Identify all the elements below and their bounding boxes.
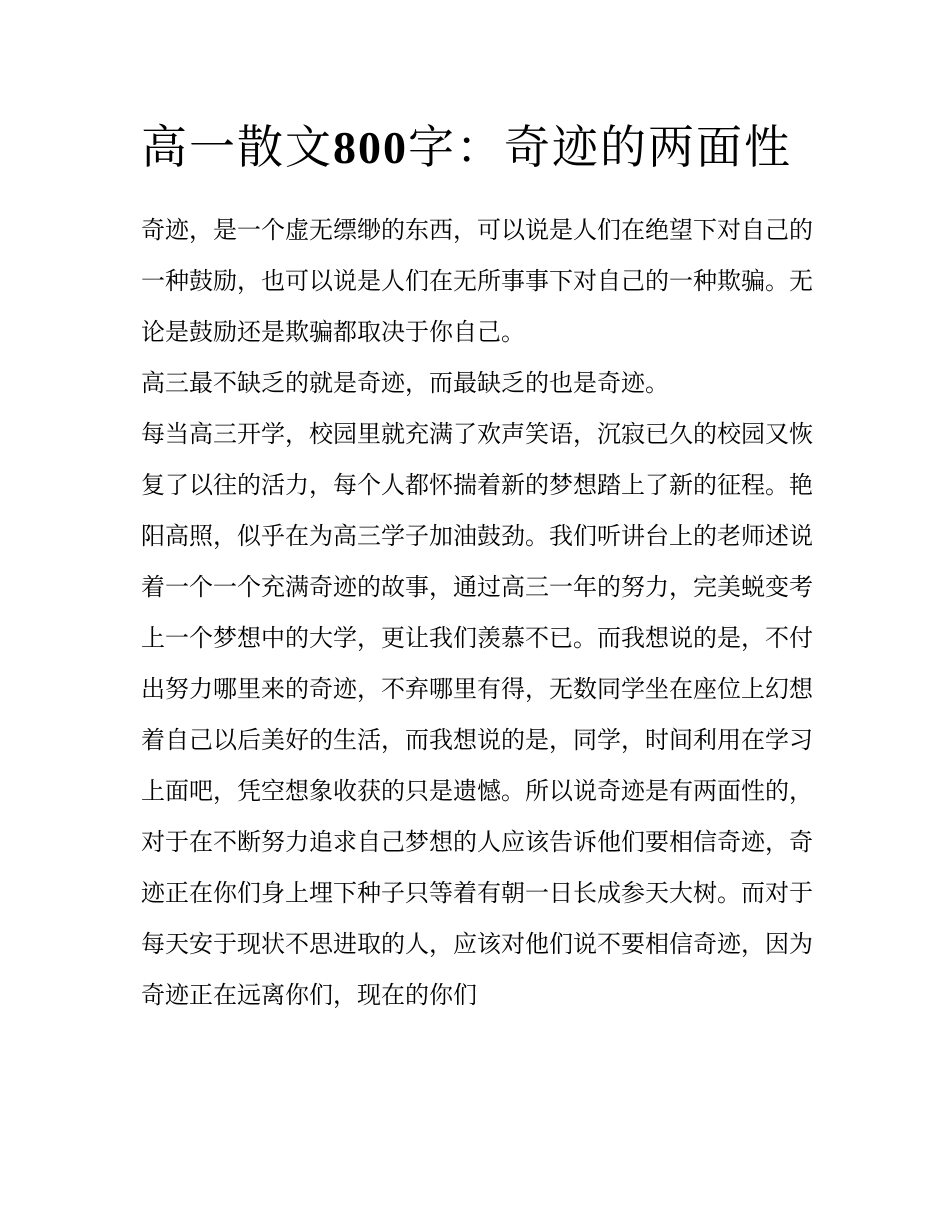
paragraph-3: 每当高三开学，校园里就充满了欢声笑语，沉寂已久的校园又恢复了以往的活力，每个人都怀揣着新的梦想踏上了新的征程。艳阳高照，似乎在为高三学子加油鼓劲。我们听讲台上的老师述说着一个一个充满奇迹的故事，通过高三一年的努力，完美蜕变考上一个梦想中的大学，更让我们羡慕不已。而我想说的是，不付出努力哪里来的奇迹，不弃哪里有得，无数同学坐在座位上幻想着自己以后美好的生活，而我想说的是，同学，时间利用在学习上面吧，凭空想象收获的只是遗憾。所以说奇迹是有两面性的，对于在不断努力追求自己梦想的人应该告诉他们要相信奇迹，奇迹正在你们身上埋下种子只等着有朝一日长成参天大树。而对于每天安于现状不思进取的人，应该对他们说不要相信奇迹，因为奇迹正在远离你们，现在的你们	[141, 420, 813, 1009]
paragraph-1: 奇迹，是一个虚无缥缈的东西，可以说是人们在绝望下对自己的一种鼓励，也可以说是人们在无所事事下对自己的一种欺骗。无论是鼓励还是欺骗都取决于你自己。	[141, 216, 813, 346]
paragraph-2: 高三最不缺乏的就是奇迹，而最缺乏的也是奇迹。	[141, 369, 669, 397]
document-page	[141, 108, 813, 1021]
title-number: 800	[333, 122, 408, 173]
title-prefix: 高一散文	[141, 120, 333, 174]
title-suffix: 字：奇迹的两面性	[408, 120, 792, 174]
document-title	[141, 108, 813, 187]
document-body	[141, 205, 813, 1021]
